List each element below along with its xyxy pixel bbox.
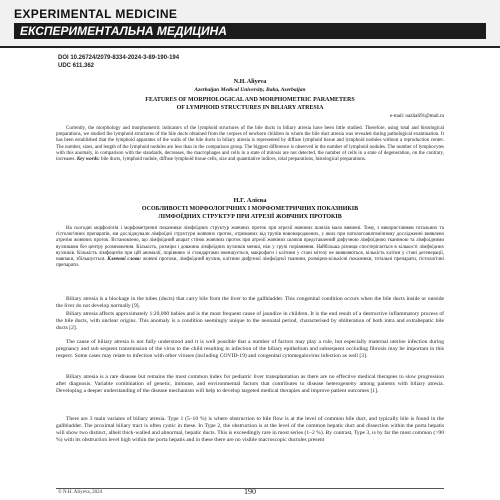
copyright: © N.H. Aliyeva, 2024 [58, 490, 103, 495]
abstract-ua-text: На сьогодні морфологія і морфометричні показники лімфоїдних структур жовчних проток при атрезії жовчних шляхів мало вивчені. Тому, з використанням тотальних та гістологічних препаратів, ми досліджували лімфоїдні структури жовчних проток, отриманих від трупів новонароджених, у яких при патологоанатомічному дослідженні виявлено атрезію жовчних проток. Встановлено, що лімфоїдний апарат стінок жовчних проток при атрезії жовчних шляхів представлений дифузною лімфоїдною тканиною та лімфоїдними вузликами без центру розмноження. Кількість, розміри і довжина лімфоїдних вузликів менші, ніж у групі порівняння. Найбільша різниця спостерігається в кількості лімфоїдних вузликів. Кількість лімфоцитів при цій аномалії, порівняно зі стандартами зменшується, макрофаги і клітини у стані мітозу не виявляються, кількість клітин у стані дегенерації, навпаки, збільшується. [56, 226, 444, 263]
keywords-ua-label: Ключові слова: [107, 257, 142, 263]
title-ua-line1: ОСОБЛИВОСТІ МОРФОЛОГІЧНИХ І МОРФОМЕТРИЧНИХ ПОКАЗНИКІВ [141, 206, 359, 212]
journal-section-en: EXPERIMENTAL MEDICINE [14, 7, 178, 21]
udc: UDC 611.362 [58, 63, 95, 69]
author-ua: Н.Г. Алієва [233, 197, 267, 204]
body-paragraph-2: Biliary atresia affects approximately 1:20,000 babies and is the most frequent cause of jaundice in children. It is the end result of a destructive inflammatory process of the bile ducts, with unclear origins. This anomaly is a condition seemingly unique to the neonatal period, characterised by obliteration of both intra and extrahepatic bile ducts [2]. [56, 311, 444, 331]
title-en-line1: FEATURES OF MORPHOLOGICAL AND MORPHOMETRIC PARAMETERS [145, 97, 355, 103]
email: e-mail: nazliali91@mail.ru [389, 114, 444, 119]
journal-header [0, 0, 500, 48]
abstract-en [56, 126, 444, 163]
abstract-ua [56, 226, 444, 269]
keywords-en-label: Key words: [76, 157, 100, 163]
body-paragraph-3: The cause of biliary atresia is not fully understood and it is well possible that a number of factors may play a role, but especially maternal uterine infection during pregnancy and sub sequent transmission of the virus to the child resulting in infection of the biliary epithelium and subsequent occluding fibrosis may be important in this respect. Some cases may relate to infection with other viruses (including COVID-19) and congenital cytomegalovirus infection as well [3]. [56, 339, 444, 359]
title-ua-line2: ЛІМФОЇДНИХ СТРУКТУР ПРИ АТРЕЗІЇ ЖОВЧНИХ ПРОТОКІВ [158, 214, 342, 220]
journal-section-ua: ЕКСПЕРИМЕНТАЛЬНА МЕДИЦИНА [14, 23, 486, 39]
title-en-line2: OF LYMPHOID STRUCTURES IN BILIARY ATRESIA [176, 105, 324, 111]
body-paragraph-5: There are 3 main variants of biliary atresia. Type 1 (5–10 %) is where obstruction to bile flow is at the level of common bile duct, and typically bile is found in the gallbladder. The proximal biliary tract is often cystic in these. In Type 2, the obstruction is at the level of the common hepatic duct and dissection within the porta hepatis will show two distinct, albeit thick-walled and abnormal, hepatic ducts. This is exceedingly rare in most series (1–2 %). By contrast, Type 3, is by far the most common (>90 %) with its obstruction level high within the porta hepatis and in these there are no visible macroscopic ductules present [56, 416, 444, 443]
page-number: 190 [244, 487, 256, 496]
keywords-en: bile ducts, lymphoid nodule, diffuse lymphoid tissue cells, size and quantitative indices, total preparations, histological preparations. [99, 157, 366, 163]
abstract-en-text: Currently, the morphology and morphometric indicators of the lymphoid structures of the bile ducts in biliary atresia have been little studied. Therefore, using total and histological preparations, we studied the lymphoid structures of the bile ducts obtained from the corpses of newborn children in whom the bile duct atresia was revealed during pathological examination. It has been established that the lymphoid apparatus of the walls of the bile ducts in biliary atresia is represented by diffuse lymphoid tissue and lymphoid nodules without a reproduction center. The number, sizes, and length of the lymphoid nodules are less than in the comparison group. The biggest difference is observed in the number of lymphoid nodules. The number of lymphocytes with this anomaly, in comparison with the standards, decreases, the macrophages and cells in a state of mitosis are not detected, the number of cells in a state of degeneration, on the contrary, increases. [56, 126, 444, 163]
body-paragraph-1: Biliary atresia is a blockage in the tubes (ducts) that carry bile from the liver to the gallbladder. This congenital condition occurs when the bile ducts inside or outside the liver do not develop normally [9]. [56, 296, 444, 309]
keywords-ua: жовчні протоки, лімфоїдний вузлик, клітини дифузної лімфоїдної тканини, розмірно-кількісні показники, тотальні препарати, гістологічні препарати. [56, 257, 444, 269]
body-paragraph-4: Biliary atresia is a rare disease but remains the most common index for pediatric liver transplantation as there are no effective medical therapies to slow progression after diagnosis. Variable combination of genetic, immune, and environmental factors that contributes to disease heterogeneity among patients with biliary atresia. Developing a deeper understanding of the disease mechanism will help to develop targeted medical therapies and improve patient outcomes [1]. [56, 374, 444, 394]
affiliation-en: Azerbaijan Medical University, Baku, Azerbaijan [194, 87, 306, 93]
author-en: N.H. Aliyeva [233, 79, 267, 85]
doi: DOI 10.26724/2079-8334-2024-3-89-190-194 [58, 55, 180, 61]
